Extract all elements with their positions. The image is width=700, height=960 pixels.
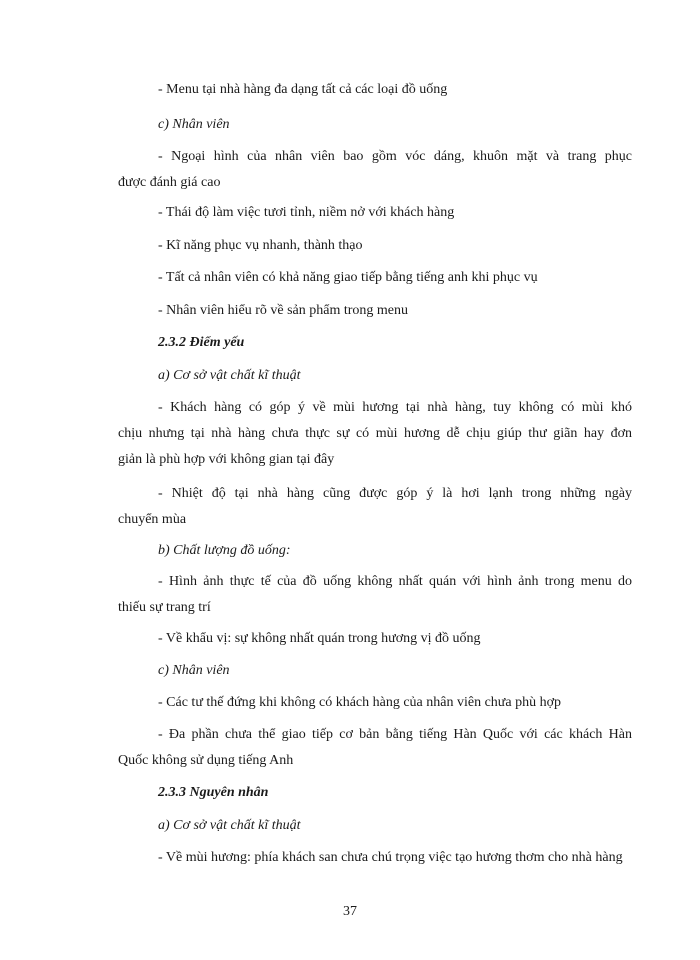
- subheading-facilities-causes: a) Cơ sở vật chất kĩ thuật: [158, 818, 301, 833]
- paragraph-staff-appearance: [118, 144, 632, 196]
- paragraph-line: được đánh giá cao: [118, 175, 221, 190]
- paragraph-line: - Ngoại hình của nhân viên bao gồm vóc dáng, khuôn mặt và trang phục: [158, 149, 632, 164]
- subheading-staff-weakness: c) Nhân viên: [158, 663, 230, 678]
- paragraph-line: Quốc không sử dụng tiếng Anh: [118, 753, 294, 768]
- paragraph-line: chịu nhưng tại nhà hàng chưa thực sự có mùi hương dễ chịu giúp thư giãn hay đơn: [118, 426, 632, 441]
- paragraph-korean-communication: [118, 722, 632, 774]
- section-heading-weaknesses: 2.3.2 Điểm yếu: [158, 335, 245, 350]
- subheading-drink-quality: b) Chất lượng đồ uống:: [158, 543, 291, 558]
- bullet-menu-variety: - Menu tại nhà hàng đa dạng tất cả các loại đồ uống: [158, 82, 448, 97]
- paragraph-line: - Nhiệt độ tại nhà hàng cũng được góp ý là hơi lạnh trong những ngày: [158, 486, 632, 501]
- section-heading-causes: 2.3.3 Nguyên nhân: [158, 785, 269, 800]
- paragraph-line: - Khách hàng có góp ý về mùi hương tại nhà hàng, tuy không có mùi khó: [158, 400, 632, 415]
- bullet-english-communication: - Tất cả nhân viên có khả năng giao tiếp bằng tiếng anh khi phục vụ: [158, 270, 538, 285]
- subheading-staff: c) Nhân viên: [158, 117, 230, 132]
- bullet-staff-attitude: - Thái độ làm việc tươi tỉnh, niềm nở với khách hàng: [158, 205, 455, 220]
- page-number: 37: [343, 904, 357, 919]
- bullet-service-skill: - Kĩ năng phục vụ nhanh, thành thạo: [158, 238, 363, 253]
- paragraph-drink-image: [118, 569, 632, 621]
- paragraph-temperature-feedback: [118, 481, 632, 533]
- bullet-scent-cause: - Về mùi hương: phía khách san chưa chú trọng việc tạo hương thơm cho nhà hàng: [158, 850, 623, 865]
- paragraph-line: - Đa phần chưa thể giao tiếp cơ bản bằng tiếng Hàn Quốc với các khách Hàn: [158, 727, 632, 742]
- paragraph-line: giản là phù hợp với không gian tại đây: [118, 452, 335, 467]
- bullet-standing-posture: - Các tư thế đứng khi không có khách hàng của nhân viên chưa phù hợp: [158, 695, 562, 710]
- bullet-taste-consistency: - Về khẩu vị: sự không nhất quán trong hương vị đồ uống: [158, 631, 481, 646]
- paragraph-line: chuyển mùa: [118, 512, 187, 527]
- paragraph-scent-feedback: [118, 395, 632, 473]
- paragraph-line: thiếu sự trang trí: [118, 600, 211, 615]
- bullet-product-knowledge: - Nhân viên hiểu rõ về sản phẩm trong menu: [158, 303, 408, 318]
- paragraph-line: - Hình ảnh thực tế của đồ uống không nhất quán với hình ảnh trong menu do: [158, 574, 632, 589]
- subheading-facilities: a) Cơ sở vật chất kĩ thuật: [158, 368, 301, 383]
